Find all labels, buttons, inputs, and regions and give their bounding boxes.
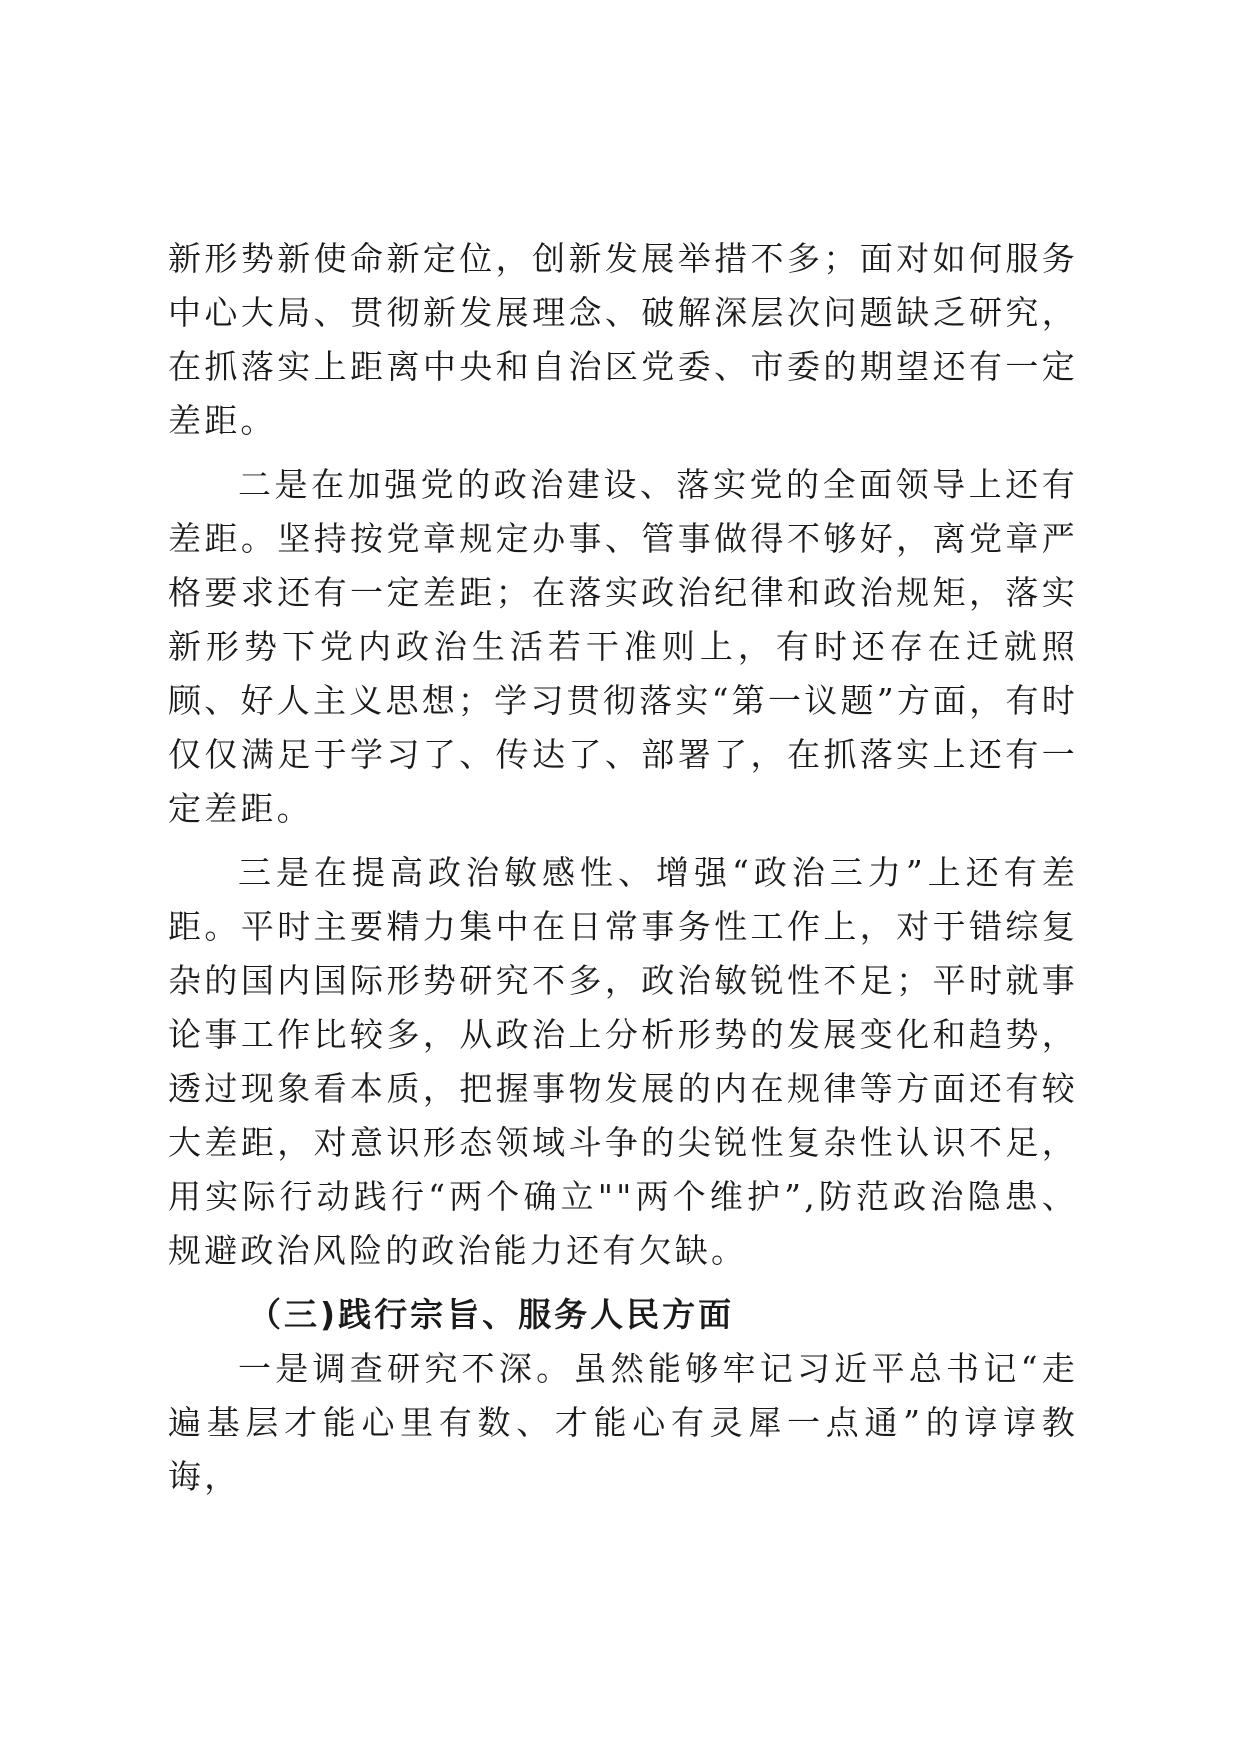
paragraph-research: 一是调查研究不深。虽然能够牢记习近平总书记“走遍基层才能心里有数、才能心有灵犀一点通”的谆谆教诲，: [168, 1349, 1078, 1496]
paragraph-political-building: 二是在加强党的政治建设、落实党的全面领导上还有差距。坚持按党章规定办事、管事做得不够好，离党章严格要求还有一定差距；在落实政治纪律和政治规矩，落实新形势下党内政治生活若干准则上，有时还存在迁就照顾、好人主义思想；学习贯彻落实“第一议题”方面，有时仅仅满足于学习了、传达了、部署了，在抓落实上还有一定差距。: [168, 465, 1078, 828]
paragraph-continuation: 新形势新使命新定位，创新发展举措不多；面对如何服务中心大局、贯彻新发展理念、破解深层次问题缺乏研究，在抓落实上距离中央和自治区党委、市委的期望还有一定差距。: [168, 239, 1078, 440]
document-body: [168, 232, 1078, 1504]
section-heading: （三)践行宗旨、服务人民方面: [248, 1295, 735, 1334]
paragraph-political-sensitivity: 三是在提高政治敏感性、增强“政治三力”上还有差距。平时主要精力集中在日常事务性工作上，对于错综复杂的国内国际形势研究不多，政治敏锐性不足；平时就事论事工作比较多，从政治上分析形势的发展变化和趋势，透过现象看本质，把握事物发展的内在规律等方面还有较大差距，对意识形态领域斗争的尖锐性复杂性认识不足，用实际行动践行“两个确立""两个维护”,防范政治隐患、规避政治风险的政治能力还有欠缺。: [168, 853, 1078, 1270]
